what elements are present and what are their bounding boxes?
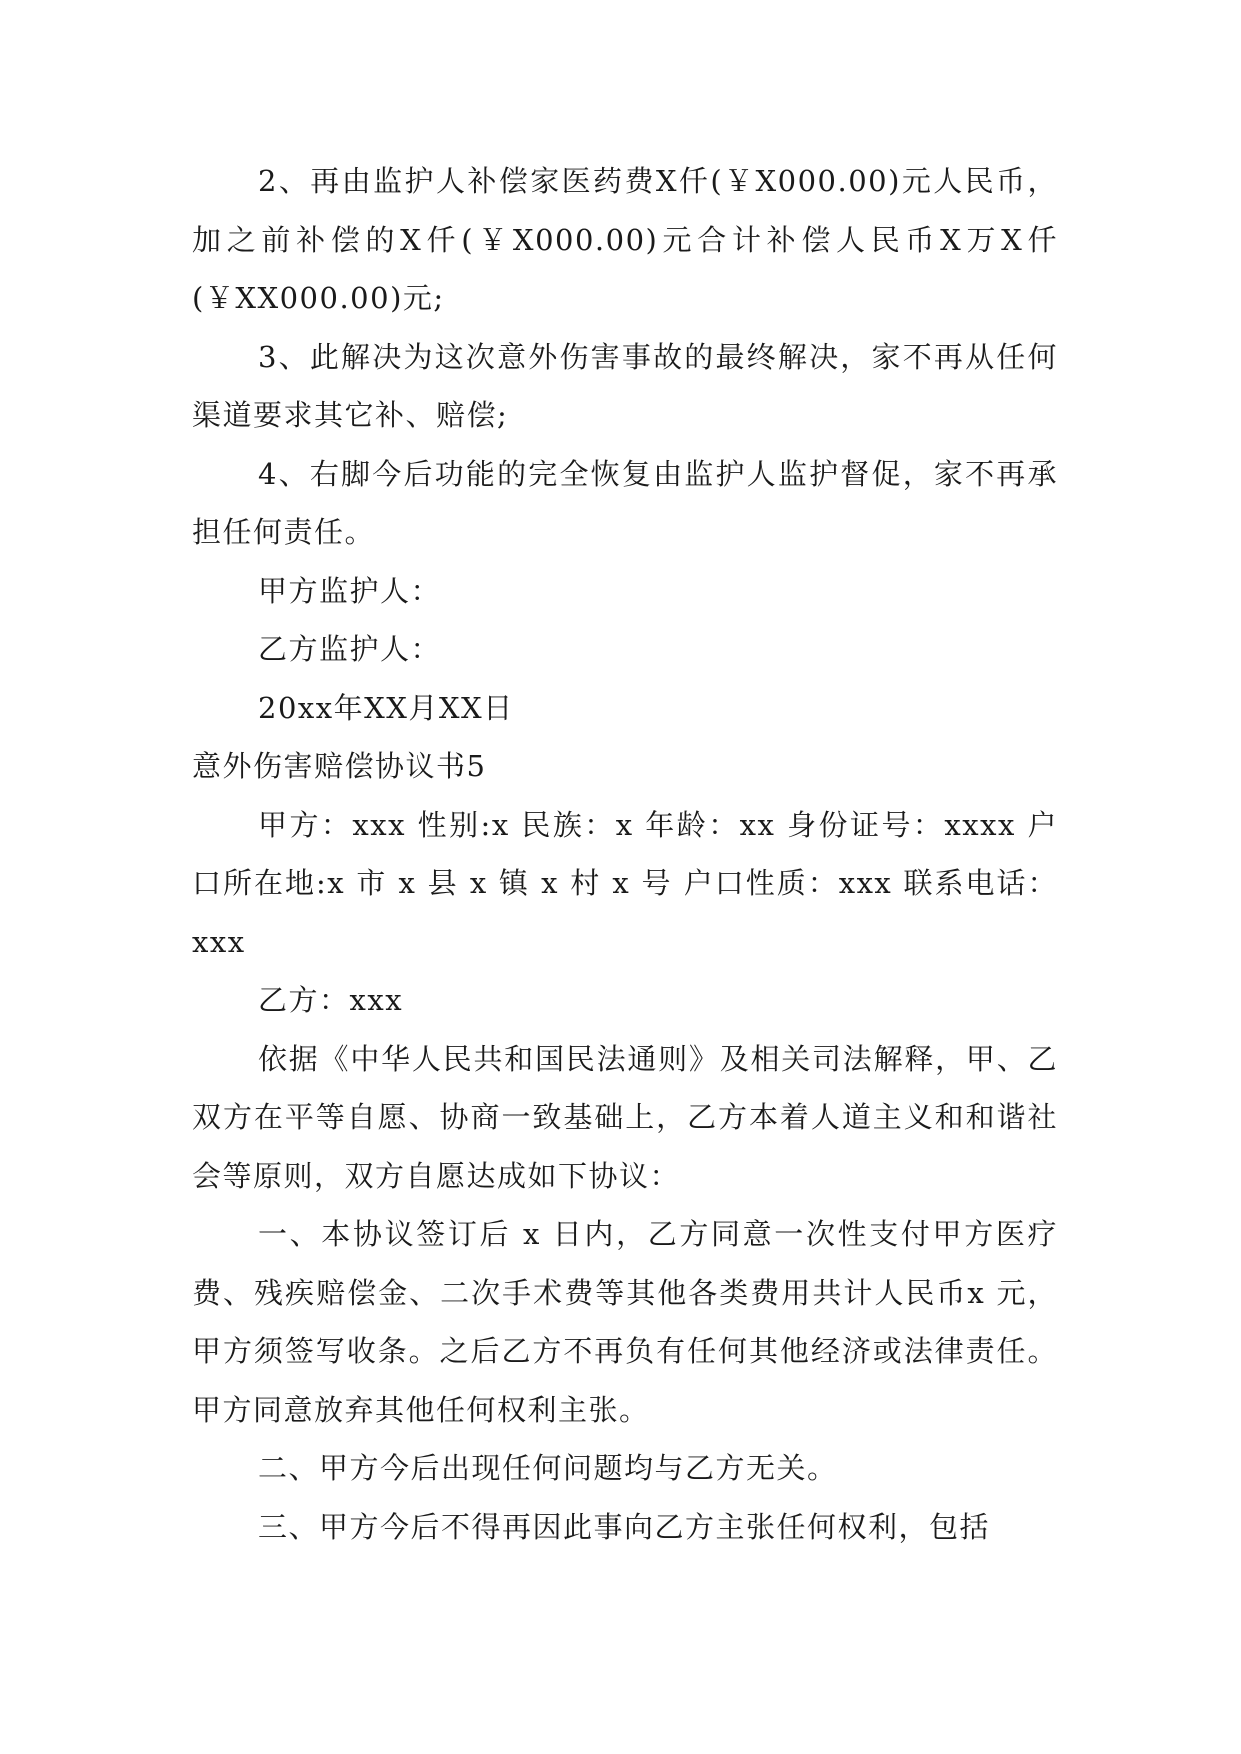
section-title: 意外伤害赔偿协议书5	[192, 749, 487, 783]
clause-2-paragraph: 2、再由监护人补偿家医药费X仟(￥X000.00)元人民币，加之前补偿的X仟(￥X000.00)元合计补偿人民币X万X仟(￥XX000.00)元;	[192, 164, 1058, 315]
party-b-info-line: 乙方：xxx	[258, 983, 404, 1017]
legal-basis-paragraph: 依据《中华人民共和国民法通则》及相关司法解释，甲、乙双方在平等自愿、协商一致基础上，乙方本着人道主义和和谐社会等原则，双方自愿达成如下协议：	[192, 1041, 1058, 1193]
clause-3-paragraph: 3、此解决为这次意外伤害事故的最终解决，家不再从任何渠道要求其它补、赔偿;	[192, 339, 1058, 432]
clause-4-paragraph: 4、右脚今后功能的完全恢复由监护人监护督促，家不再承担任何责任。	[192, 456, 1058, 549]
date-line: 20xx年XX月XX日	[258, 690, 514, 725]
party-a-info-paragraph: 甲方：xxx 性别:x 民族：x 年龄：xx 身份证号：xxxx 户口所在地:x 市 x 县 x 镇 x 村 x 号 户口性质：xxx 联系电话：xxx	[192, 807, 1058, 959]
article-2-paragraph: 二、甲方今后出现任何问题均与乙方无关。	[258, 1451, 838, 1485]
party-b-guardian-line: 乙方监护人：	[258, 632, 442, 666]
article-1-paragraph: 一、本协议签订后 x 日内，乙方同意一次性支付甲方医疗费、残疾赔偿金、二次手术费等其他各类费用共计人民币x 元，甲方须签写收条。之后乙方不再负有任何其他经济或法律责任。甲方同意放弃其他任何权利主张。	[192, 1217, 1058, 1427]
article-3-paragraph: 三、甲方今后不得再因此事向乙方主张任何权利，包括	[258, 1509, 991, 1544]
document-body	[192, 152, 1058, 1556]
party-a-guardian-line: 甲方监护人：	[258, 573, 442, 608]
